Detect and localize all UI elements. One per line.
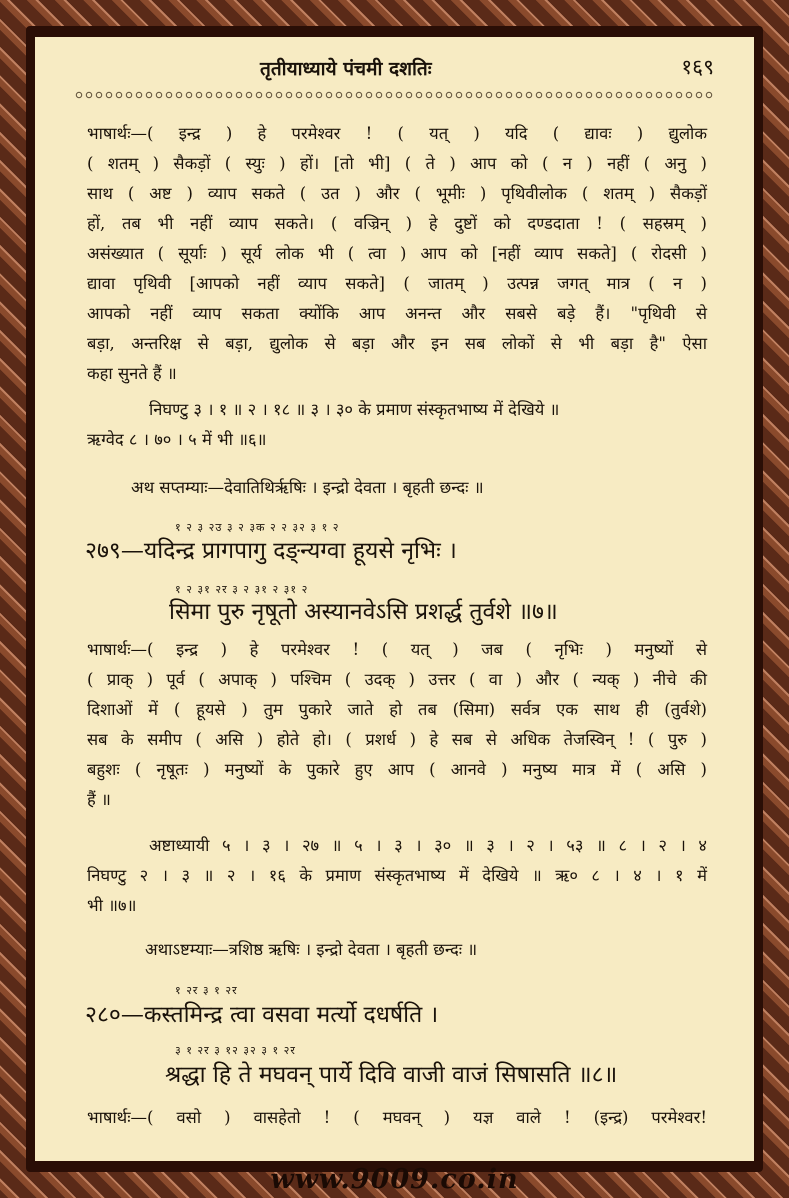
accent-marks: १ २ ३ २उ ३ २ ३क २ २ ३२ ३ १ २ (175, 521, 340, 534)
verse-279-line-2: सिमा पुरु नृषूतो अस्यानवेऽसि प्रशर्द्ध तुर्वशे ॥७॥ (169, 599, 558, 625)
site-footer (0, 1160, 789, 1198)
text-line: निघण्टु २ । ३ ॥ २ । १६ के प्रमाण संस्कृतभाष्य में देखिये ॥ ऋ० ८ । ४ । १ में (87, 866, 707, 885)
reference-2 (87, 831, 707, 921)
page-number: १६९ (681, 55, 714, 79)
verse-280-line-1: २८०—कस्तमिन्द्र त्वा वसवा मर्त्यो दधर्षति । (85, 1002, 439, 1028)
meaning-paragraph-3 (87, 1103, 707, 1133)
accent-marks: ३ १ २र ३ १२ ३२ ३ १ २र (175, 1044, 296, 1057)
text-line: ( शतम् ) सैकड़ों ( स्युः ) हों। [तो भी] ( ते ) आप को ( न ) नहीं ( अनु ) (87, 154, 707, 173)
page-header (35, 51, 754, 81)
text-line: सब के समीप ( असि ) होते हो। ( प्रशर्ध ) हे सब से अधिक तेजस्विन् ! ( पुरु ) (87, 730, 707, 749)
text-line: बहुशः ( नृषूतः ) मनुष्यों के पुकारे हुए आप ( आनवे ) मनुष्य मात्र में ( असि ) (87, 760, 707, 779)
text-line: हों, तब भी नहीं व्याप सकते। ( वज्रिन् ) हे दुष्टों को दण्डदाता ! ( सहस्रम् ) (87, 214, 707, 233)
text-line: भाषार्थः—( इन्द्र ) हे परमेश्वर ! ( यत् ) यदि ( द्यावः ) द्युलोक (87, 124, 707, 143)
text-line: बड़ा, अन्तरिक्ष से बड़ा, द्युलोक से बड़ा और इन सब लोकों से भी बड़ा है" ऐसा (87, 334, 707, 353)
mantra-intro-7: अथ सप्तम्याः—देवातिथिर्ऋषिः । इन्द्रो देवता । बृहती छन्दः ॥ (131, 478, 484, 497)
text-line: असंख्यात ( सूर्याः ) सूर्य लोक भी ( त्वा ) आप को [नहीं व्याप सकते] ( रोदसी ) (87, 244, 707, 263)
header-rule (75, 91, 715, 99)
meaning-paragraph-2 (87, 635, 707, 815)
verse-279-line-1: २७९—यदिन्द्र प्रागपागु दङ्न्यग्वा हूयसे नृभिः । (85, 538, 457, 564)
text-line: कहा सुनते हैं ॥ (87, 364, 177, 383)
text-line: हैं ॥ (87, 790, 111, 809)
text-line: भी ॥७॥ (87, 896, 137, 915)
text-line: साथ ( अष्ट ) व्याप सकते ( उत ) और ( भूमीः ) पृथिवीलोक ( शतम् ) सैकड़ों (87, 184, 707, 203)
verse-280-line-2: श्रद्धा हि ते मघवन् पार्ये दिवि वाजी वाजं सिषासति ॥८॥ (165, 1062, 618, 1088)
accent-marks: १ २ ३१ २र ३ २ ३१ २ ३१ २ (175, 583, 309, 596)
meaning-paragraph-1 (87, 119, 707, 389)
text-line: आपको नहीं व्याप सकता क्योंकि आप अनन्त और सबसे बड़े हैं। "पृथिवी से (87, 304, 707, 323)
website-url[interactable]: www.9009.co.in (270, 1164, 519, 1195)
accent-marks: १ २र ३ १ २र (175, 984, 238, 997)
text-line: निघण्टु ३ । १ ॥ २ । १८ ॥ ३ । ३० के प्रमाण संस्कृतभाष्य में देखिये ॥ (149, 400, 560, 419)
page (35, 37, 754, 1161)
reference-1 (87, 395, 707, 455)
text-line: भाषार्थः—( वसो ) वासहेतो ! ( मघवन् ) यज्ञ वाले ! (इन्द्र) परमेश्वर! (87, 1108, 707, 1127)
text-line: द्यावा पृथिवी [आपको नहीं व्याप सकते] ( जातम् ) उत्पन्न जगत् मात्र ( न ) (87, 274, 707, 293)
mantra-intro-8: अथाऽष्टम्याः—त्रशिष्ठ ऋषिः । इन्द्रो देवता । बृहती छन्दः ॥ (145, 940, 478, 959)
text-line: ( प्राक् ) पूर्व ( अपाक् ) पश्चिम ( उदक् ) उत्तर ( वा ) और ( न्यक् ) नीचे की (87, 670, 707, 689)
text-line: भाषार्थः—( इन्द्र ) हे परमेश्वर ! ( यत् ) जब ( नृभिः ) मनुष्यों से (87, 640, 707, 659)
text-line: अष्टाध्यायी ५ । ३ । २७ ॥ ५ । ३ । ३० ॥ ३ । २ । ५३ ॥ ८ । २ । ४ (149, 836, 707, 855)
text-line: ऋग्वेद ८ । ७० । ५ में भी ॥६॥ (87, 430, 267, 449)
text-line: दिशाओं में ( हूयसे ) तुम पुकारे जाते हो तब (सिमा) सर्वत्र एक साथ ही (तुर्वशे) (87, 700, 707, 719)
chapter-title: तृतीयाध्याये पंचमी दशतिः (260, 58, 432, 80)
